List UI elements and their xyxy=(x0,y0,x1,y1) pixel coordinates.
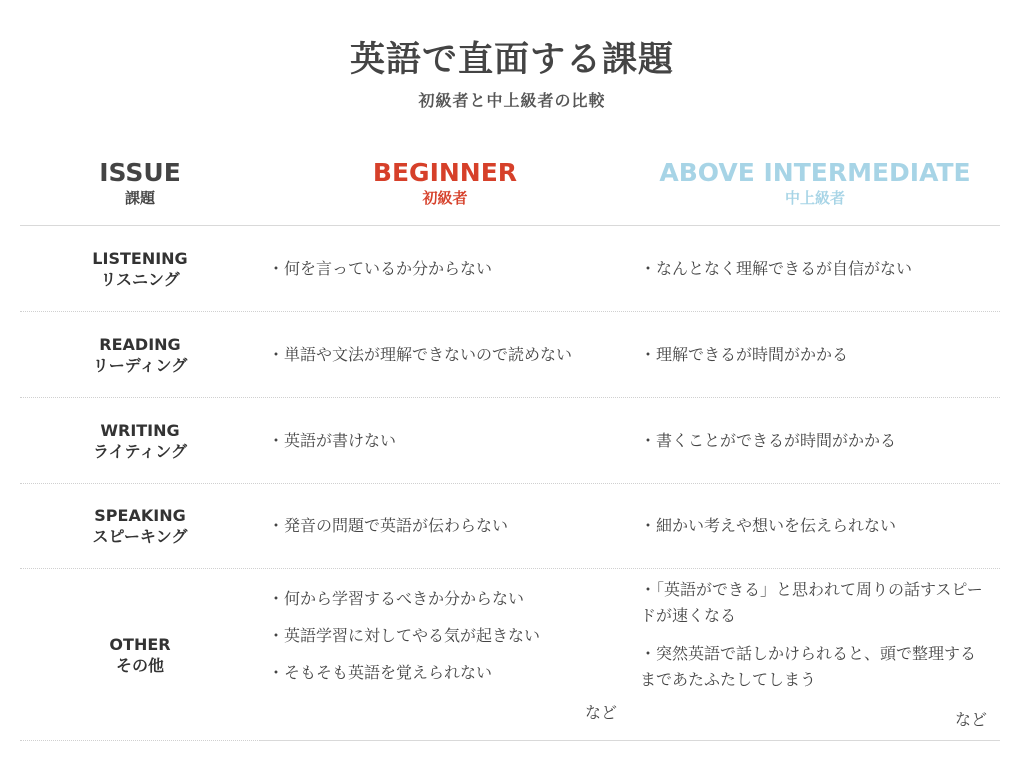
cell-other-beginner-item: ・英語学習に対してやる気が起きない xyxy=(268,626,541,645)
column-header-beginner xyxy=(300,158,590,208)
cell-writing-beginner: ・英語が書けない xyxy=(268,431,397,450)
column-header-advanced-en: ABOVE INTERMEDIATE xyxy=(659,158,971,187)
row-label-other-en: OTHER xyxy=(109,635,171,654)
cell-reading-beginner: ・単語や文法が理解できないので読めない xyxy=(268,345,573,364)
row-label-speaking-en: SPEAKING xyxy=(94,506,186,525)
row-label-writing xyxy=(40,420,240,462)
column-header-advanced-jp: 中上級者 xyxy=(784,189,845,207)
row-label-other xyxy=(40,634,240,676)
cell-other-beginner-item: ・何から学習するべきか分からない xyxy=(268,589,525,608)
row-label-writing-jp: ライティング xyxy=(93,442,187,461)
footer-divider-left xyxy=(20,740,260,741)
row-divider xyxy=(20,311,1000,312)
cell-writing-advanced: ・書くことができるが時間がかかる xyxy=(640,431,897,450)
row-label-listening-en: LISTENING xyxy=(92,249,188,268)
page-title: 英語で直面する課題 xyxy=(349,40,674,80)
column-header-beginner-jp: 初級者 xyxy=(422,189,468,207)
row-label-reading xyxy=(40,334,240,376)
column-header-beginner-en: BEGINNER xyxy=(372,158,518,187)
page-subtitle: 初級者と中上級者の比較 xyxy=(418,91,606,110)
row-label-listening xyxy=(40,248,240,290)
row-label-speaking-jp: スピーキング xyxy=(92,527,188,546)
row-divider xyxy=(20,397,1000,398)
column-header-issue xyxy=(40,158,240,208)
row-label-speaking xyxy=(40,505,240,547)
column-header-issue-en: ISSUE xyxy=(99,158,181,187)
row-label-writing-en: WRITING xyxy=(100,421,180,440)
footer-divider xyxy=(260,740,1000,741)
row-label-listening-jp: リスニング xyxy=(100,270,180,289)
column-header-issue-jp: 課題 xyxy=(124,189,155,207)
row-label-reading-en: READING xyxy=(99,335,181,354)
row-divider xyxy=(20,568,1000,569)
row-label-reading-jp: リーディング xyxy=(92,356,188,375)
header-divider xyxy=(20,225,1000,226)
cell-listening-beginner: ・何を言っているか分からない xyxy=(268,259,493,278)
cell-other-advanced-item: ・「英語ができる」と思われて周りの話すスピードが速くなる xyxy=(640,580,983,625)
cell-other-advanced-item: ・突然英語で話しかけられると、頭で整理するまであたふたしてしまう xyxy=(640,644,977,689)
cell-reading-advanced: ・理解できるが時間がかかる xyxy=(640,345,849,364)
cell-speaking-beginner: ・発音の問題で英語が伝わらない xyxy=(268,516,509,535)
cell-other-beginner-etc: など xyxy=(585,703,618,722)
column-header-advanced xyxy=(630,158,1000,208)
cell-speaking-advanced: ・細かい考えや想いを伝えられない xyxy=(640,516,897,535)
cell-listening-advanced: ・なんとなく理解できるが自信がない xyxy=(640,259,913,278)
row-label-other-jp: その他 xyxy=(115,656,164,675)
cell-other-advanced-etc: など xyxy=(955,710,988,729)
cell-other-beginner-item: ・そもそも英語を覚えられない xyxy=(268,663,493,682)
row-divider xyxy=(20,483,1000,484)
